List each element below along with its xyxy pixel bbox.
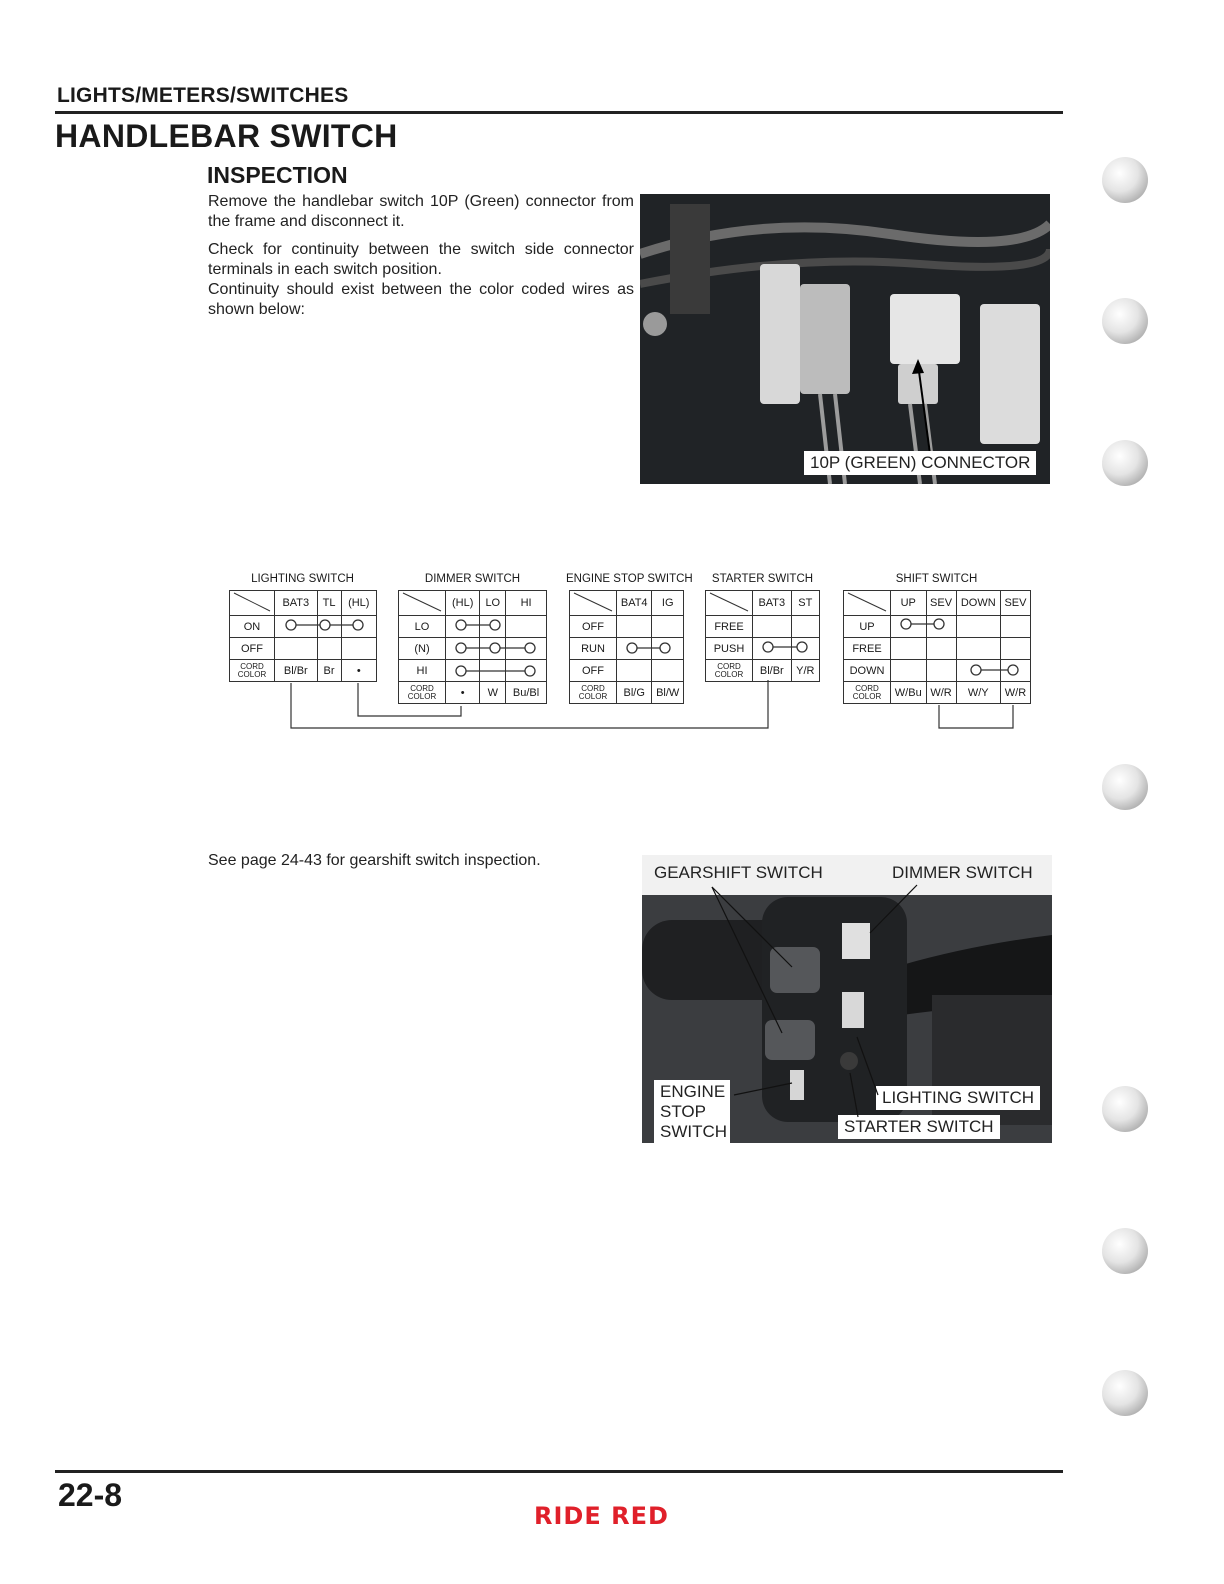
paragraph-check: Check for continuity between the switch side connector terminals in each switch position.	[208, 241, 634, 278]
engine-stop-switch-title: ENGINE STOP SWITCH	[566, 573, 693, 585]
binder-hole	[1102, 1228, 1148, 1274]
gearshift-callout: GEARSHIFT SWITCH	[648, 861, 829, 885]
row-label: RUN	[570, 638, 617, 660]
table-corner	[399, 591, 446, 616]
cord-color: W	[480, 682, 506, 704]
col-header: BAT3	[753, 591, 792, 616]
cord-color: Y/R	[791, 660, 819, 682]
footer-rule	[55, 1470, 1063, 1473]
binder-hole	[1102, 298, 1148, 344]
col-header: TL	[317, 591, 341, 616]
cord-color-label: CORD COLOR	[844, 682, 891, 704]
row-label: HI	[399, 660, 446, 682]
row-label: (N)	[399, 638, 446, 660]
col-header: SEV	[926, 591, 956, 616]
col-header: BAT3	[275, 591, 318, 616]
row-label: FREE	[706, 616, 753, 638]
col-header: HI	[506, 591, 547, 616]
lighting-callout: LIGHTING SWITCH	[876, 1086, 1040, 1110]
cord-color: Bl/Br	[753, 660, 792, 682]
col-header: UP	[891, 591, 927, 616]
cord-color: W/R	[1000, 682, 1030, 704]
row-label: OFF	[570, 616, 617, 638]
col-header: (HL)	[341, 591, 376, 616]
starter-switch-table	[705, 590, 820, 682]
col-header: DOWN	[956, 591, 1000, 616]
engine-stop-switch-table	[569, 590, 684, 704]
cord-color-label: CORD COLOR	[570, 682, 617, 704]
cord-color-label: CORD COLOR	[399, 682, 446, 704]
col-header: SEV	[1000, 591, 1030, 616]
dimmer-switch-title: DIMMER SWITCH	[424, 573, 521, 585]
cord-color: Bl/W	[652, 682, 684, 704]
paragraph-continuity: Continuity should exist between the color coded wires as shown below:	[208, 281, 634, 318]
cord-color: Bu/Bl	[506, 682, 547, 704]
table-corner	[706, 591, 753, 616]
col-header: LO	[480, 591, 506, 616]
handlebar-photo	[642, 855, 1052, 1143]
shift-switch-table	[843, 590, 1031, 704]
row-label: OFF	[570, 660, 617, 682]
col-header: IG	[652, 591, 684, 616]
table-corner	[230, 591, 275, 616]
row-label: LO	[399, 616, 446, 638]
row-label: PUSH	[706, 638, 753, 660]
cord-color-label: CORD COLOR	[230, 660, 275, 682]
row-label: OFF	[230, 638, 275, 660]
starter-switch-title: STARTER SWITCH	[711, 573, 814, 585]
gearshift-reference: See page 24-43 for gearshift switch inspection.	[208, 852, 541, 869]
row-label: FREE	[844, 638, 891, 660]
engine-stop-callout: ENGINE STOP SWITCH	[654, 1080, 730, 1143]
paragraph-remove: Remove the handlebar switch 10P (Green) connector from the frame and disconnect it.	[208, 193, 634, 230]
row-label: DOWN	[844, 660, 891, 682]
cord-color: W/R	[926, 682, 956, 704]
col-header: ST	[791, 591, 819, 616]
cord-color: •	[446, 682, 480, 704]
dimmer-switch-table	[398, 590, 547, 704]
shift-switch-title: SHIFT SWITCH	[895, 573, 978, 585]
row-label: UP	[844, 616, 891, 638]
section-title: LIGHTS/METERS/SWITCHES	[57, 84, 349, 107]
starter-callout: STARTER SWITCH	[838, 1115, 1000, 1139]
cord-color-label: CORD COLOR	[706, 660, 753, 682]
lighting-switch-table	[229, 590, 377, 682]
binder-hole	[1102, 1370, 1148, 1416]
binder-hole	[1102, 764, 1148, 810]
col-header: (HL)	[446, 591, 480, 616]
binder-hole	[1102, 157, 1148, 203]
cord-color: W/Bu	[891, 682, 927, 704]
cord-color: W/Y	[956, 682, 1000, 704]
col-header: BAT4	[617, 591, 652, 616]
cord-color: •	[341, 660, 376, 682]
page-title: HANDLEBAR SWITCH	[55, 118, 398, 154]
cord-color: Bl/G	[617, 682, 652, 704]
binder-hole	[1102, 440, 1148, 486]
ride-red-logo: RIDE RED	[534, 1502, 669, 1530]
table-corner	[844, 591, 891, 616]
binder-hole	[1102, 1086, 1148, 1132]
row-label: ON	[230, 616, 275, 638]
lighting-switch-title: LIGHTING SWITCH	[251, 573, 354, 585]
page-number: 22-8	[58, 1477, 123, 1513]
table-corner	[570, 591, 617, 616]
dimmer-callout: DIMMER SWITCH	[886, 861, 1039, 885]
inspection-heading: INSPECTION	[207, 162, 348, 188]
continuity-diagram	[0, 0, 1224, 760]
cord-color: Br	[317, 660, 341, 682]
connector-callout: 10P (GREEN) CONNECTOR	[804, 451, 1036, 475]
cord-color: Bl/Br	[275, 660, 318, 682]
